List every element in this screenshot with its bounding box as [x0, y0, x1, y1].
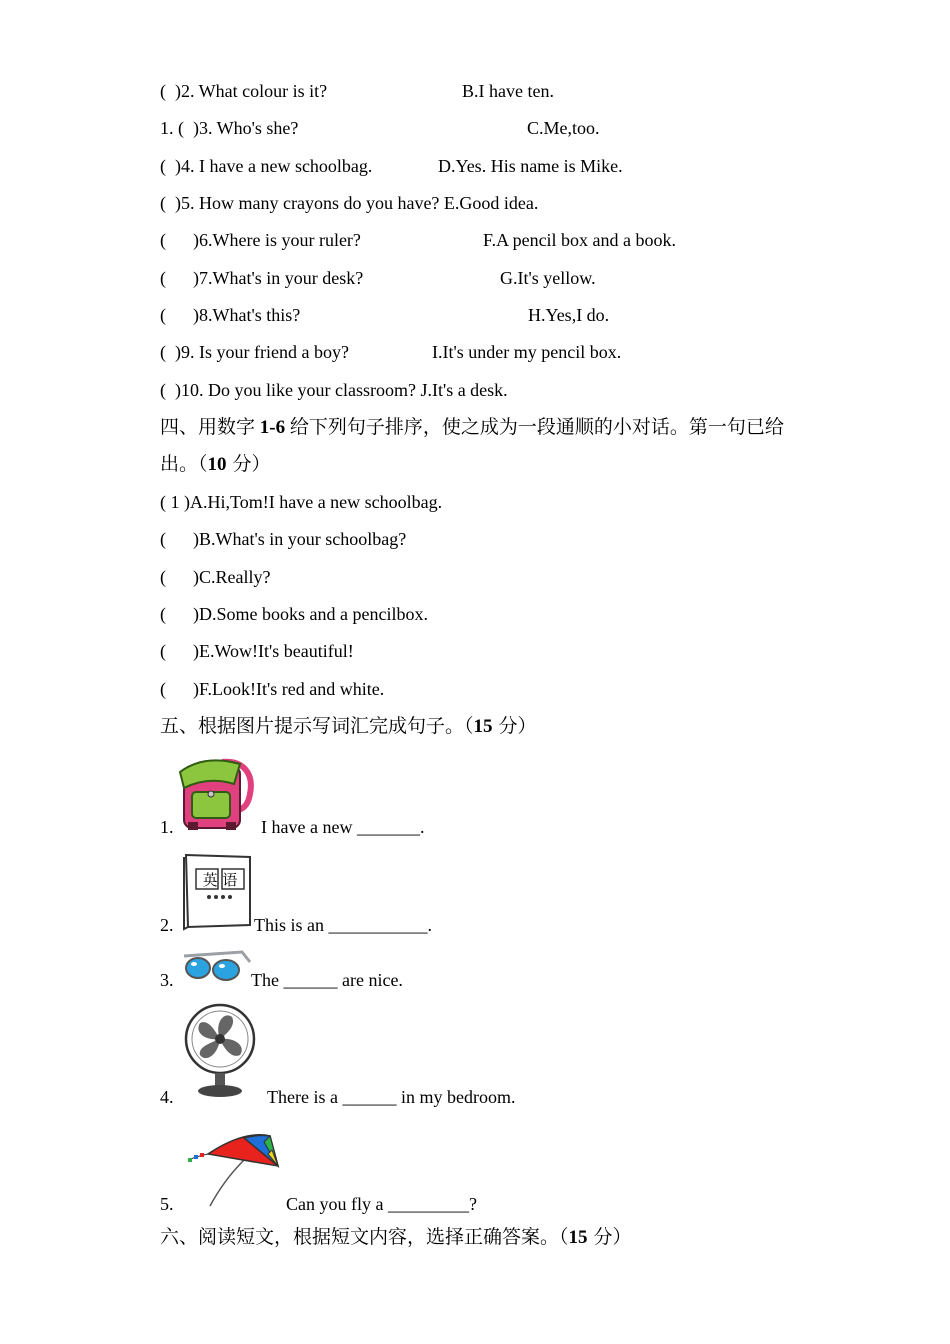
match-answer-h: H.Yes,I do.: [528, 305, 610, 325]
order-item-f: ( )F.Look!It's red and white.: [160, 679, 385, 699]
fan-image: [184, 1003, 258, 1099]
match-q4: ( )4. I have a new schoolbag.: [160, 156, 373, 176]
order-item-a: ( 1 )A.Hi,Tom!I have a new schoolbag.: [160, 492, 443, 512]
section5-title: 五、根据图片提示写词汇完成句子。（15 分）: [160, 715, 537, 737]
picture-item-4-number: 4.: [160, 1087, 174, 1107]
match-q2: ( )2. What colour is it?: [160, 81, 328, 101]
match-answer-f: F.A pencil box and a book.: [483, 230, 677, 250]
section6-title: 六、阅读短文，根据短文内容，选择正确答案。（15 分）: [160, 1226, 632, 1248]
book-cover: [186, 855, 250, 927]
fan-hub: [215, 1034, 225, 1044]
bag-foot-right: [226, 822, 236, 830]
kite-string: [210, 1160, 244, 1206]
match-q5: ( )5. How many crayons do you have? E.Good idea.: [160, 193, 539, 213]
bag-foot-left: [188, 822, 198, 830]
match-q7: ( )7.What's in your desk?: [160, 268, 364, 288]
order-item-c: ( )C.Really?: [160, 567, 271, 587]
match-q9: ( )9. Is your friend a boy?: [160, 342, 349, 362]
match-q3: 1. ( )3. Who's she?: [160, 118, 299, 138]
glasses-glint: [191, 962, 197, 966]
fan-neck: [215, 1073, 225, 1087]
match-answer-d: D.Yes. His name is Mike.: [438, 156, 623, 176]
picture-item-3-number: 3.: [160, 970, 174, 990]
picture-item-3-text: The ______ are nice.: [251, 970, 403, 990]
picture-item-4-text: There is a ______ in my bedroom.: [267, 1087, 516, 1107]
glasses-lens-left: [186, 958, 210, 978]
sunglasses-image: [182, 948, 252, 984]
bag-buckle: [208, 791, 214, 797]
kite-tail-bow: [188, 1158, 192, 1162]
match-q8: ( )8.What's this?: [160, 305, 301, 325]
section4-title-cont: 出。（10 分）: [160, 453, 271, 475]
section4-title: 四、用数字 1-6 给下列句子排序，使之成为一段通顺的小对话。第一句已给: [160, 416, 784, 438]
glasses-lens-right: [213, 960, 239, 980]
book-label: 英 语: [202, 871, 238, 889]
fan-base: [198, 1085, 242, 1097]
picture-item-5-number: 5.: [160, 1194, 174, 1214]
book-dot: [207, 895, 211, 899]
picture-item-1-number: 1.: [160, 817, 174, 837]
english-book-image: [180, 851, 256, 931]
book-dot: [221, 895, 225, 899]
order-item-e: ( )E.Wow!It's beautiful!: [160, 641, 354, 661]
match-q10: ( )10. Do you like your classroom? J.It's a desk.: [160, 380, 508, 400]
match-answer-c: C.Me,too.: [527, 118, 600, 138]
glasses-glint: [219, 964, 225, 968]
book-dot: [228, 895, 232, 899]
picture-item-1-text: I have a new _______.: [261, 817, 425, 837]
match-answer-g: G.It's yellow.: [500, 268, 596, 288]
order-item-d: ( )D.Some books and a pencilbox.: [160, 604, 428, 624]
kite-tail-bow: [194, 1155, 198, 1159]
kite-image: [184, 1120, 284, 1210]
picture-item-5-text: Can you fly a _________?: [286, 1194, 477, 1214]
match-answer-i: I.It's under my pencil box.: [432, 342, 622, 362]
schoolbag-image: [174, 754, 258, 832]
match-answer-b: B.I have ten.: [462, 81, 554, 101]
picture-item-2-text: This is an ___________.: [254, 915, 432, 935]
book-dot: [214, 895, 218, 899]
kite-tail-bow: [200, 1153, 204, 1157]
order-item-b: ( )B.What's in your schoolbag?: [160, 529, 407, 549]
picture-item-2-number: 2.: [160, 915, 174, 935]
match-q6: ( )6.Where is your ruler?: [160, 230, 361, 250]
